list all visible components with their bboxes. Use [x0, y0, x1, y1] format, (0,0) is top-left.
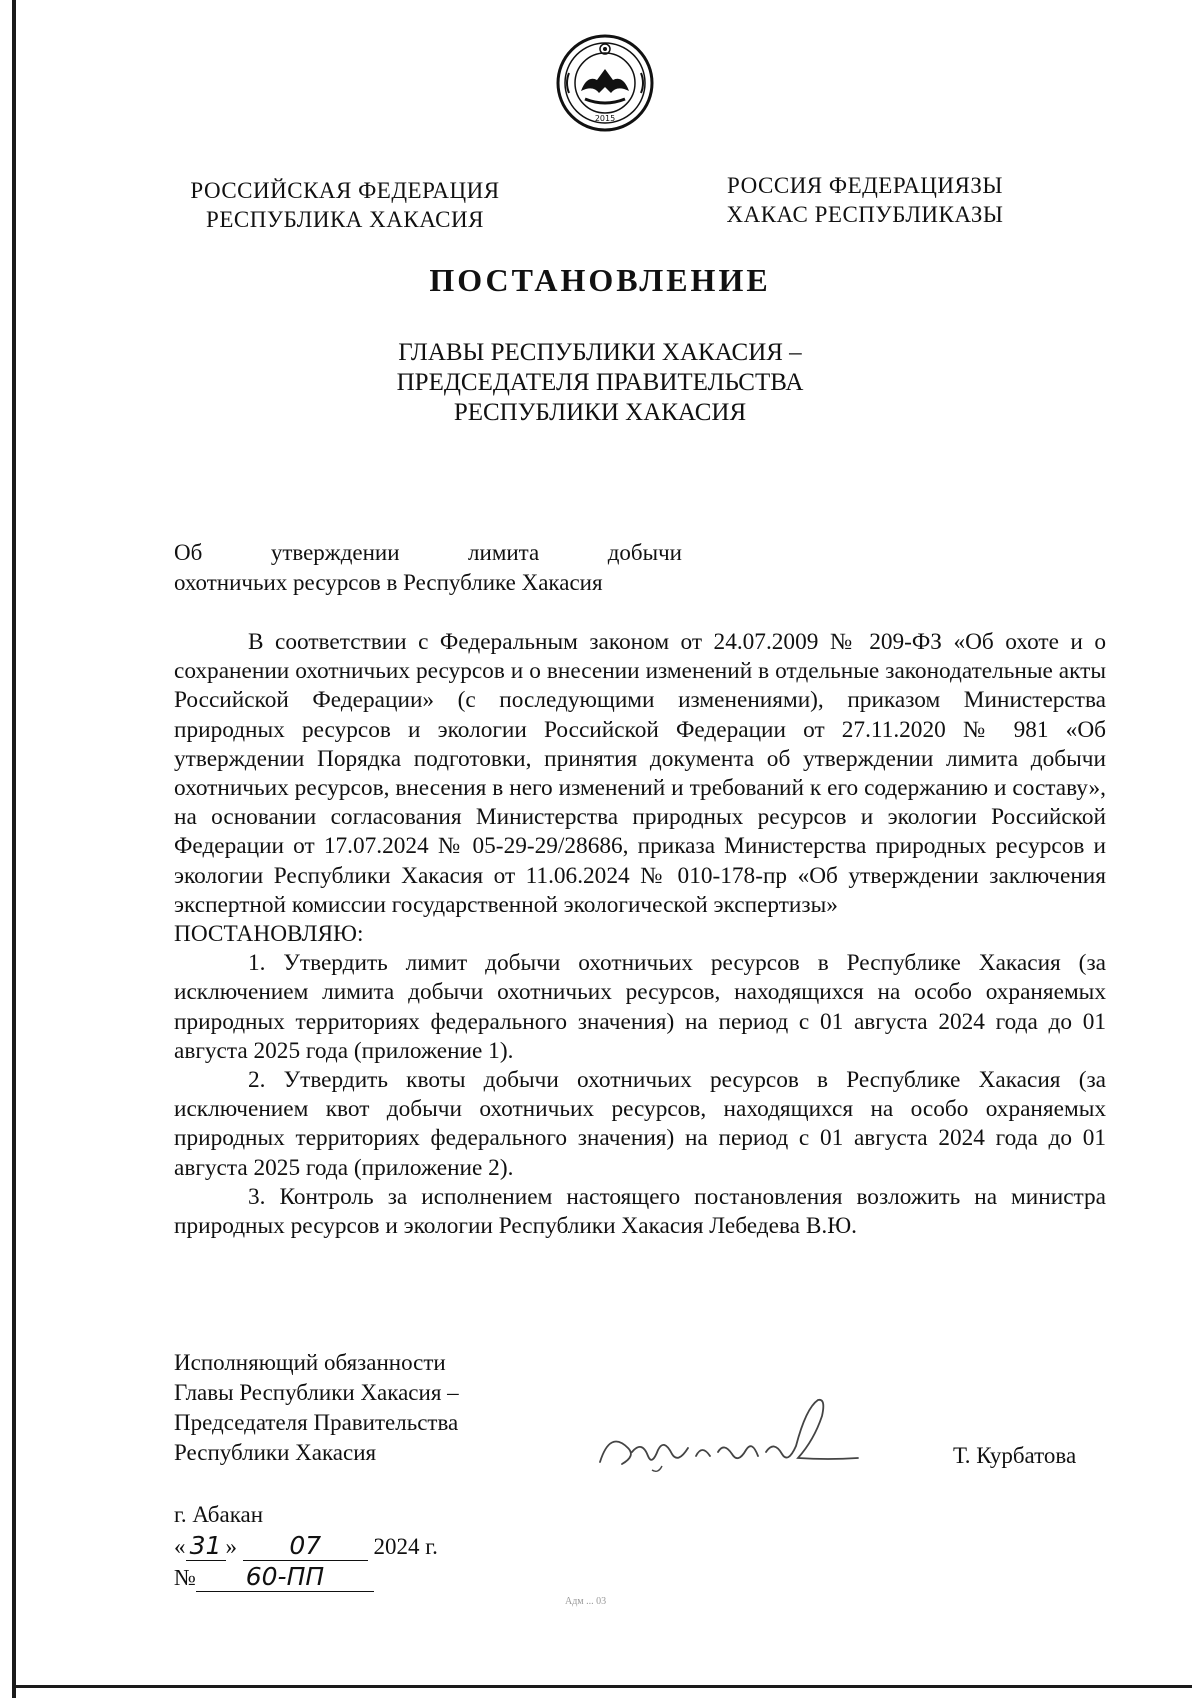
- subject-word-4: добычи: [607, 540, 682, 565]
- subject-word-1: Об: [174, 540, 203, 565]
- date-of-issue: « 31 » 07 2024 г.: [174, 1531, 438, 1560]
- subject-line-2: охотничьих ресурсов в Республике Хакасия: [174, 570, 603, 595]
- body-item-2: 2. Утвердить квоты добычи охотничьих ресурсов в Республике Хакасия (за исключением квот добычи охотничьих ресурсов, находящихся на особо охраняемых природных территориях федерального значения) на период с 01 августа 2024 года до 01 августа 2025 года (приложение 2).: [174, 1067, 1106, 1181]
- body-item-3: 3. Контроль за исполнением настоящего постановления возложить на министра природных ресурсов и экологии Республики Хакасия Лебедева В.Ю.: [174, 1183, 1106, 1240]
- emblem-year: 2015: [594, 114, 616, 123]
- document-body: [174, 628, 1106, 1241]
- header-left-russian: [180, 176, 510, 234]
- faint-registration-stamp: Адм ... 03: [565, 1596, 607, 1607]
- signatory-position-line-3: Председателя Правительства: [174, 1410, 459, 1435]
- scan-edge-bottom: [12, 1685, 1192, 1688]
- number-value: 60-ПП: [196, 1562, 374, 1592]
- document-subject: [174, 538, 682, 598]
- signatory-position: [174, 1348, 459, 1468]
- issuer-line-1: ГЛАВЫ РЕСПУБЛИКИ ХАКАСИЯ –: [398, 339, 802, 366]
- signatory-position-line-1: Исполняющий обязанности: [174, 1350, 446, 1375]
- header-right-line-2: ХАКАС РЕСПУБЛИКАЗЫ: [726, 202, 1004, 227]
- issuer-line-2: ПРЕДСЕДАТЕЛЯ ПРАВИТЕЛЬСТВА: [396, 369, 804, 396]
- signatory-name: Т. Курбатова: [953, 1443, 1077, 1468]
- header-right-khakas: [700, 171, 1030, 229]
- header-left-line-2: РЕСПУБЛИКА ХАКАСИЯ: [206, 207, 484, 232]
- body-preamble: В соответствии с Федеральным законом от 24.07.2009 № 209-ФЗ «Об охоте и о сохранении охотничьих ресурсов и о внесении изменений в отдельные законодательные акты Российской Федерации» (с последующими изменениями), приказом Министерства природных ресурсов и экологии Российской Федерации от 27.11.2020 № 981 «Об утверждении Порядка подготовки, принятия документа об утверждении лимита добычи охотничьих ресурсов, внесения в него изменений и требований к его содержанию и составу», на основании согласования Министерства природных ресурсов и экологии Российской Федерации от 17.07.2024 № 05-29-29/28686, приказа Министерства природных ресурсов и экологии Республики Хакасия от 11.06.2024 № 010-178-пр «Об утверждении заключения экспертной комиссии государственной экологической экспертизы»: [174, 629, 1106, 918]
- body-resolve: ПОСТАНОВЛЯЮ:: [174, 921, 364, 948]
- signatory-position-line-4: Республики Хакасия: [174, 1440, 377, 1465]
- date-month: 07: [243, 1531, 368, 1561]
- document-issuer: [0, 338, 1200, 428]
- signatory-position-line-2: Главы Республики Хакасия –: [174, 1380, 459, 1405]
- coat-of-arms-emblem-icon: [555, 33, 655, 133]
- document-number: [174, 1562, 374, 1592]
- document-type-title: ПОСТАНОВЛЕНИЕ: [429, 262, 771, 298]
- date-day: 31: [186, 1531, 226, 1561]
- scan-edge-left: [12, 0, 16, 1698]
- date-year: 2024 г.: [373, 1534, 438, 1559]
- header-left-line-1: РОССИЙСКАЯ ФЕДЕРАЦИЯ: [190, 178, 500, 203]
- body-item-1: 1. Утвердить лимит добычи охотничьих ресурсов в Республике Хакасия (за исключением лимита добычи охотничьих ресурсов, находящихся на особо охраняемых природных территориях федерального значения) на период с 01 августа 2024 года до 01 августа 2025 года (приложение 1).: [174, 950, 1106, 1064]
- subject-word-3: лимита: [468, 540, 540, 565]
- number-prefix: №: [174, 1565, 196, 1590]
- issuer-line-3: РЕСПУБЛИКИ ХАКАСИЯ: [453, 399, 747, 426]
- subject-word-2: утверждении: [270, 540, 400, 565]
- place-of-issue: г. Абакан: [174, 1502, 264, 1527]
- handwritten-signature: [592, 1390, 892, 1480]
- header-right-line-1: РОССИЯ ФЕДЕРАЦИЯЗЫ: [727, 173, 1003, 198]
